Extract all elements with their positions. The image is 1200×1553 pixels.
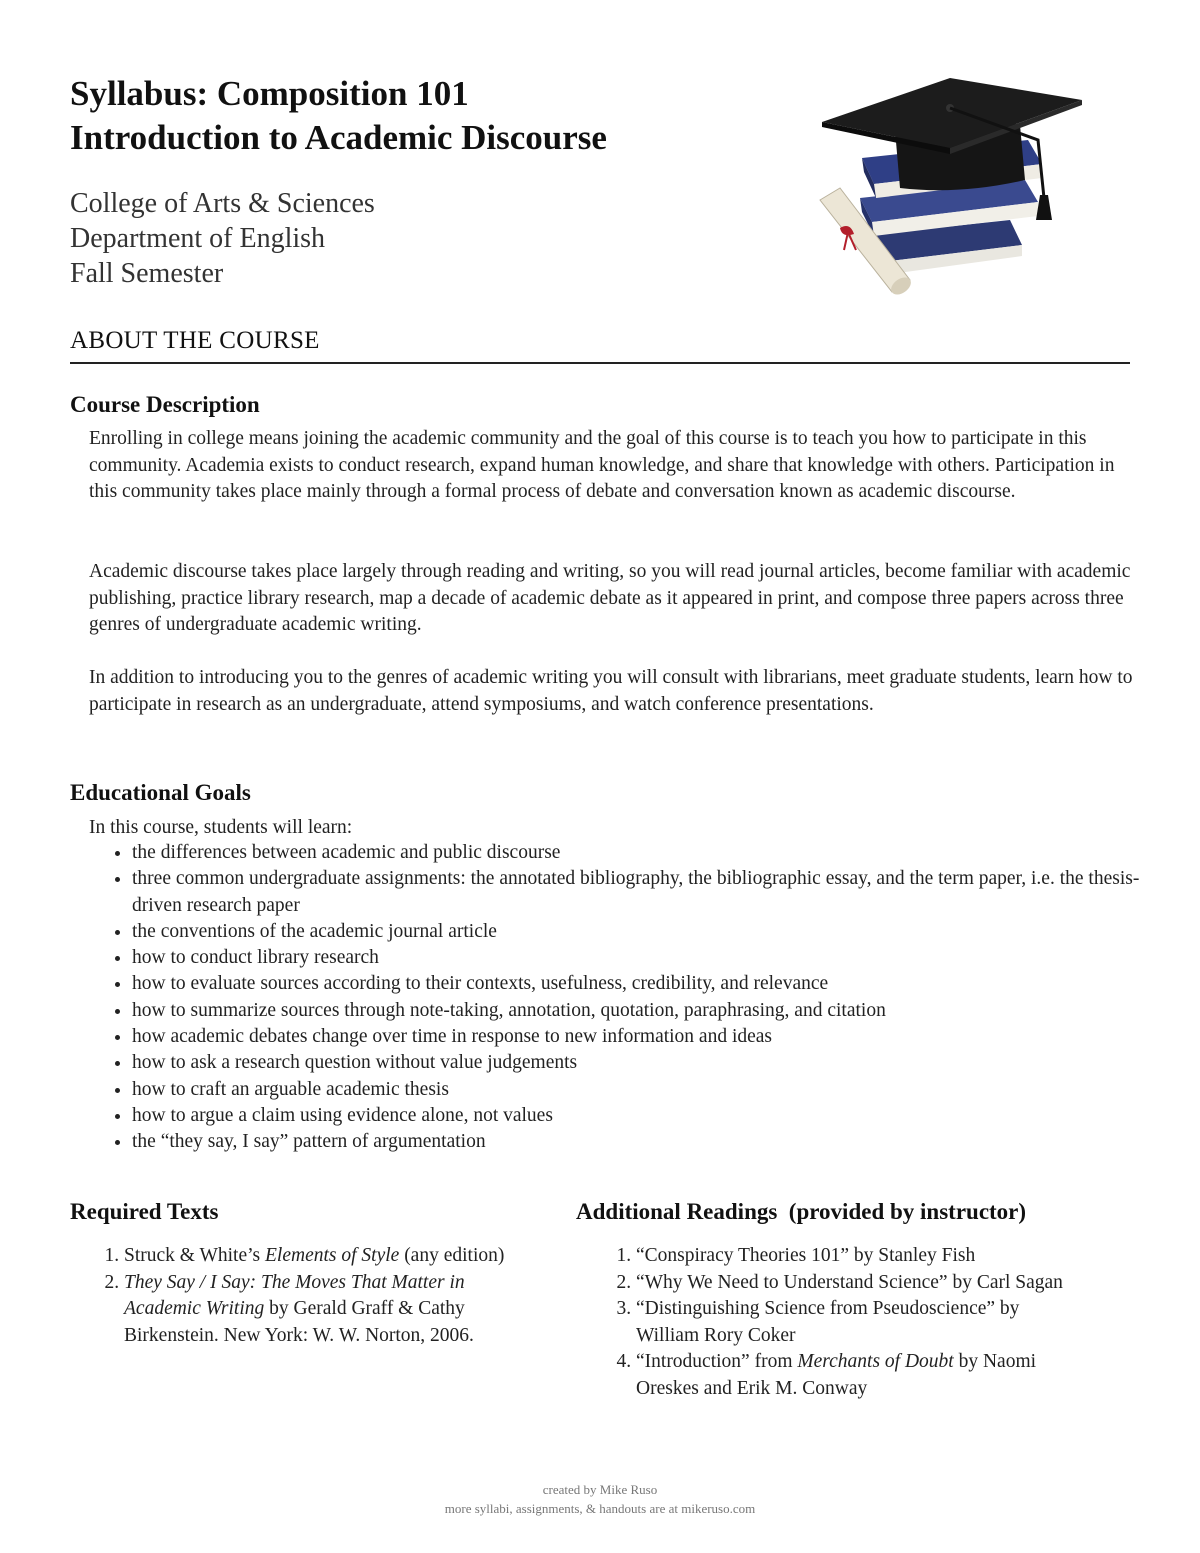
course-description-heading: Course Description [70,392,260,417]
about-course-heading: ABOUT THE COURSE [70,327,320,354]
required-texts-heading: Required Texts [70,1199,219,1224]
semester-name: Fall Semester [70,258,224,289]
description-paragraph-1: Enrolling in college means joining the academic community and the goal of this course is to teach you how to participate in this community. Academia exists to conduct research, expand human knowledge, and share that knowledge with others. Participation in this community takes place mainly through a formal process of debate and conversation known as academic discourse. [89,428,1115,502]
additional-readings-list [582,1243,1076,1402]
page-title [70,72,607,160]
list-item: • how to conduct library research [132,945,1182,971]
educational-goals-heading: Educational Goals [70,780,251,805]
list-item: • the conventions of the academic journal article [132,919,1182,945]
footer-credit: created by Mike Ruso [542,1482,658,1497]
list-item: • how to ask a research question without value judgements [132,1050,1182,1076]
list-item: • how to craft an arguable academic thesis [132,1077,1182,1103]
list-item: 2. “Why We Need to Understand Science” by Carl Sagan [636,1270,1076,1297]
list-item: 2. They Say / I Say: The Moves That Matter in Academic Writing by Gerald Graff & Cathy Birkenstein. New York: W. W. Norton, 2006. [124,1270,544,1350]
list-item: • the “they say, I say” pattern of argumentation [132,1129,1182,1155]
title-line-2: Introduction to Academic Discourse [70,118,607,157]
title-line-1: Syllabus: Composition 101 [70,74,469,113]
graduation-cap-books-diploma-icon [800,70,1090,305]
list-item: • how to summarize sources through note-taking, annotation, quotation, paraphrasing, and citation [132,998,1182,1024]
list-item: • how to argue a claim using evidence alone, not values [132,1103,1182,1129]
college-name: College of Arts & Sciences [70,188,375,219]
list-item: 1. “Conspiracy Theories 101” by Stanley Fish [636,1243,1076,1270]
goals-intro: In this course, students will learn: [89,817,353,838]
list-item: • three common undergraduate assignments: the annotated bibliography, the bibliographic essay, and the term paper, i.e. the thesis-driven research paper [132,866,1182,919]
goals-list [89,840,1182,1156]
section-divider [70,362,1130,364]
department-name: Department of English [70,223,326,254]
list-item: 4. “Introduction” from Merchants of Doubt by Naomi Oreskes and Erik M. Conway [636,1349,1076,1402]
description-paragraph-2: Academic discourse takes place largely through reading and writing, so you will read journal articles, become familiar with academic publishing, practice library research, map a decade of academic debate as it appeared in print, and compose three papers across three genres of undergraduate academic writing. [89,561,1131,635]
list-item: 1. Struck & White’s Elements of Style (any edition) [124,1243,544,1270]
list-item: • how to evaluate sources according to their contexts, usefulness, credibility, and relevance [132,971,1182,997]
list-item: 3. “Distinguishing Science from Pseudoscience” by William Rory Coker [636,1296,1076,1349]
course-info [70,186,375,291]
list-item: • the differences between academic and public discourse [132,840,1182,866]
description-paragraph-3: In addition to introducing you to the genres of academic writing you will consult with librarians, meet graduate students, learn how to participate in research as an undergraduate, attend symposiums, and watch conference presentations. [89,667,1133,715]
footer-link-text: more syllabi, assignments, & handouts are at mikeruso.com [444,1501,756,1516]
additional-readings-heading: Additional Readings (provided by instructor) [576,1199,1027,1224]
list-item: • how academic debates change over time in response to new information and ideas [132,1024,1182,1050]
required-texts-list [70,1243,544,1349]
